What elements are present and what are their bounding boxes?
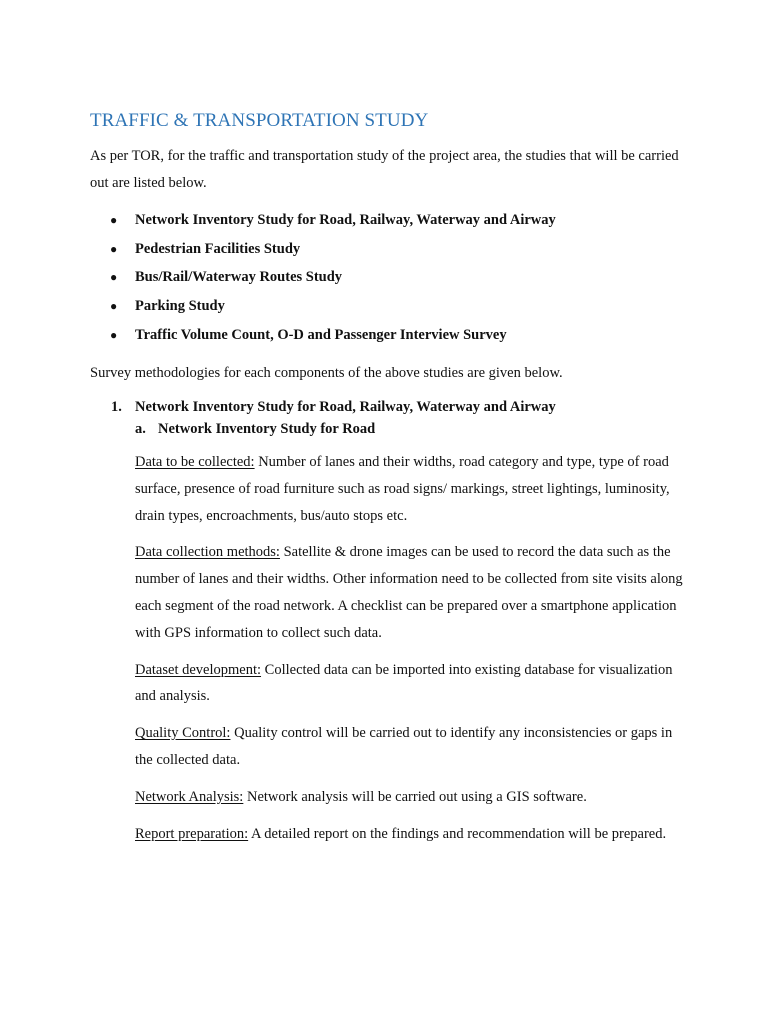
study-list-item-text: Bus/Rail/Waterway Routes Study (135, 269, 343, 286)
section-text: Satellite & drone images can be used to record the data such as the number of lanes and their widths. Other information need to be collected from site visits along each segment of the road network. A checklist can be prepared over a smartphone application with GPS information to collect such data. (135, 544, 683, 641)
study-list-item (90, 321, 688, 350)
intro-paragraph: As per TOR, for the traffic and transportation study of the project area, the studies that will be carried out are listed below. (90, 148, 679, 191)
study-list-item-text: Pedestrian Facilities Study (135, 240, 301, 257)
section-text: A detailed report on the findings and recommendation will be prepared. (248, 825, 667, 842)
section-label: Quality Control: (135, 725, 231, 742)
section-report-preparation (135, 821, 688, 848)
section-quality-control (135, 720, 688, 774)
bullet-icon: ● (110, 213, 118, 227)
document-title: TRAFFIC & TRANSPORTATION STUDY (90, 110, 429, 131)
section-text: Number of lanes and their widths, road category and type, type of road surface, presence of road furniture such as road signs/ markings, street lightings, luminosity, drain types, encroachments, bus/auto stops etc. (135, 454, 670, 524)
section-text: Quality control will be carried out to identify any inconsistencies or gaps in the collected data. (135, 725, 673, 768)
bullet-icon: ● (110, 299, 118, 314)
numbered-heading (90, 396, 688, 418)
study-list (90, 206, 688, 350)
sub-heading (90, 418, 688, 440)
bullet-icon: ● (110, 270, 118, 285)
section-network-analysis (135, 784, 688, 811)
bullet-icon: ● (110, 241, 118, 256)
study-list-item (90, 235, 688, 264)
section-data-to-be-collected (135, 449, 688, 529)
study-list-item (90, 206, 688, 235)
section-label: Report preparation: (135, 825, 249, 842)
study-list-item-text: Parking Study (135, 298, 225, 315)
methodology-intro-paragraph: Survey methodologies for each components of the above studies are given below. (90, 364, 563, 381)
study-list-item-text: Traffic Volume Count, O-D and Passenger Interview Survey (135, 326, 507, 343)
section-text: Network analysis will be carried out using a GIS software. (243, 788, 587, 805)
numbered-heading-text: Network Inventory Study for Road, Railway, Waterway and Airway (135, 399, 556, 416)
section-text: Collected data can be imported into existing database for visualization and analysis. (135, 661, 673, 705)
study-list-item (90, 292, 688, 321)
section-dataset-development (135, 657, 688, 711)
study-list-item-text: Network Inventory Study for Road, Railway, Waterway and Airway (135, 212, 556, 228)
sub-heading-text: Network Inventory Study for Road (158, 421, 376, 438)
section-label: Data to be collected: (135, 454, 255, 471)
section-label: Network Analysis: (135, 788, 244, 805)
section-data-collection-methods (135, 539, 688, 646)
section-label: Dataset development: (135, 661, 262, 678)
bullet-icon: ● (110, 327, 118, 342)
numbered-heading-marker: 1. (111, 399, 122, 416)
sub-heading-marker: a. (135, 421, 146, 438)
study-list-item (90, 263, 688, 292)
section-label: Data collection methods: (135, 544, 280, 561)
